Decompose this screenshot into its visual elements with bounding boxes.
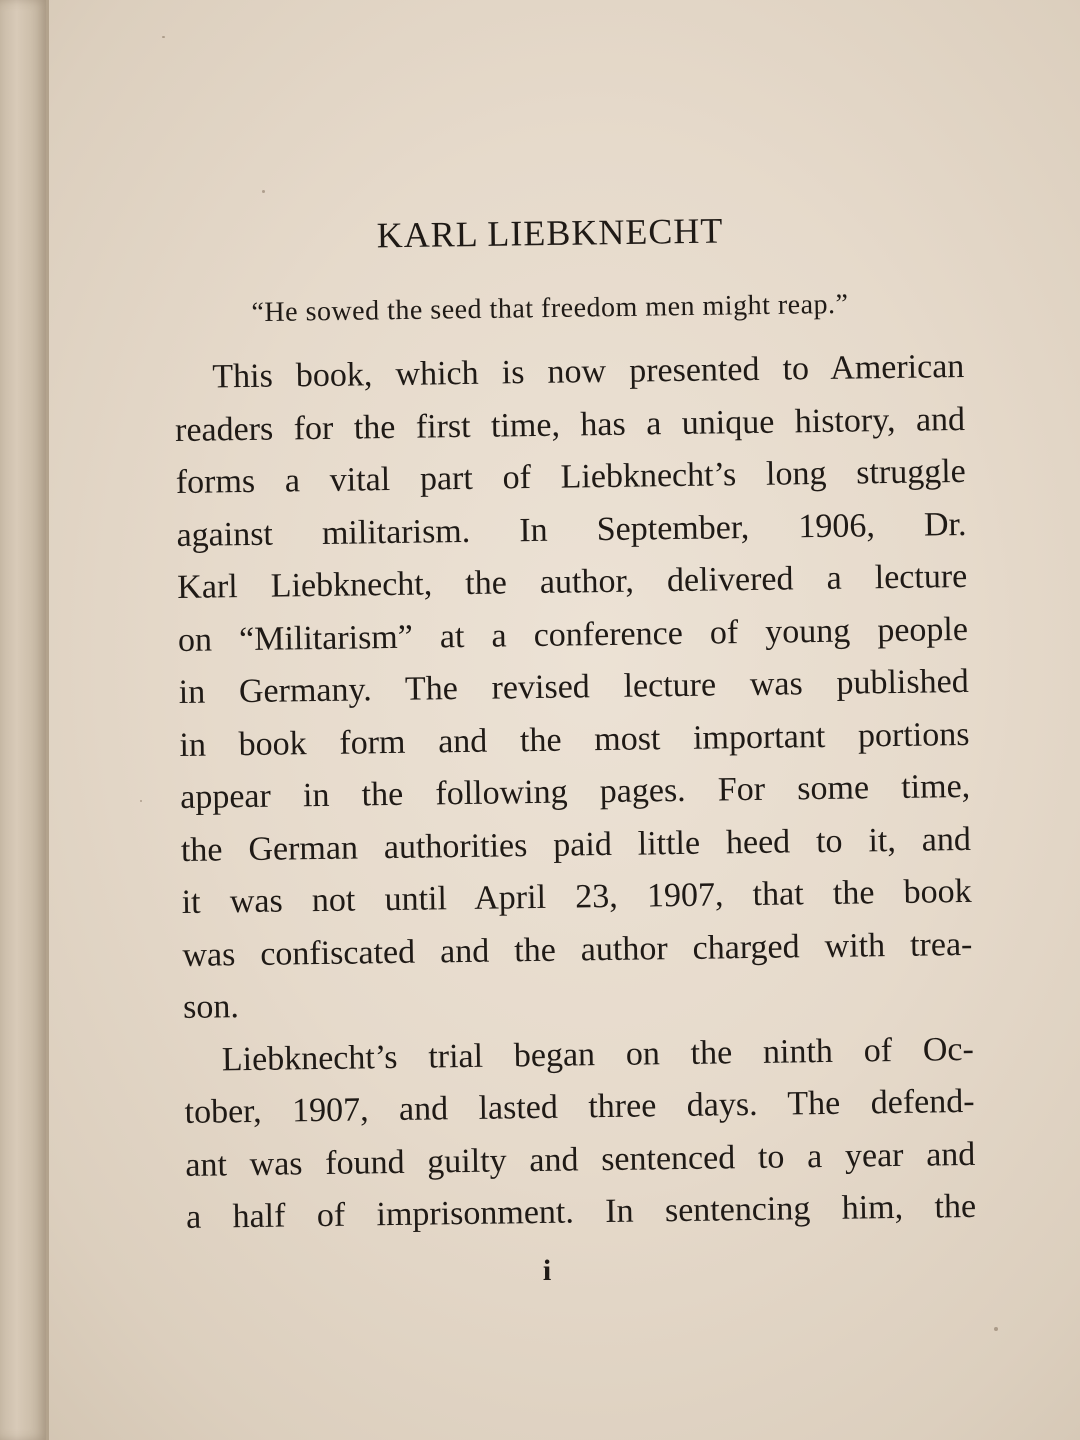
paragraph-1 xyxy=(174,341,973,1034)
text-line: in book form and the most important portions xyxy=(179,715,970,764)
facing-page-edge xyxy=(46,0,49,1440)
paragraph-2 xyxy=(184,1023,977,1244)
text-line: on “Militarism” at a conference of young people xyxy=(177,610,969,659)
text-line: Liebknecht’s trial began on the ninth of Oc- xyxy=(221,1030,975,1078)
epigraph-quote: “He sowed the seed that freedom men might reap.” xyxy=(251,288,849,329)
text-line: tober, 1907, and lasted three days. The defend- xyxy=(184,1082,975,1131)
paper-speck xyxy=(140,800,142,802)
text-line: the German authorities paid little heed to it, and xyxy=(180,820,972,869)
text-line: it was not until April 23, 1907, that the book xyxy=(181,872,972,921)
text-line: This book, which is now presented to American xyxy=(212,347,965,396)
page-number: i xyxy=(542,1254,552,1287)
text-line: ant was found guilty and sentenced to a year and xyxy=(185,1135,976,1184)
text-line: was confiscated and the author charged with trea- xyxy=(182,925,973,974)
paper-speck xyxy=(162,36,165,38)
text-line: in Germany. The revised lecture was published xyxy=(178,662,969,711)
text-line: against militarism. In September, 1906, Dr. xyxy=(176,505,967,554)
text-line: forms a vital part of Liebknecht’s long struggle xyxy=(175,452,967,501)
chapter-title: KARL LIEBKNECHT xyxy=(376,210,724,256)
paper-speck xyxy=(994,1327,998,1331)
text-line: son. xyxy=(182,988,240,1026)
book-gutter xyxy=(0,0,48,1440)
text-line: a half of imprisonment. In sentencing him, the xyxy=(185,1187,977,1236)
text-line: appear in the following pages. For some time, xyxy=(179,767,971,816)
body-text xyxy=(174,341,976,1244)
paper-speck xyxy=(262,190,265,193)
text-line: readers for the first time, has a unique history, and xyxy=(174,400,966,449)
text-line: Karl Liebknecht, the author, delivered a lecture xyxy=(177,557,968,606)
